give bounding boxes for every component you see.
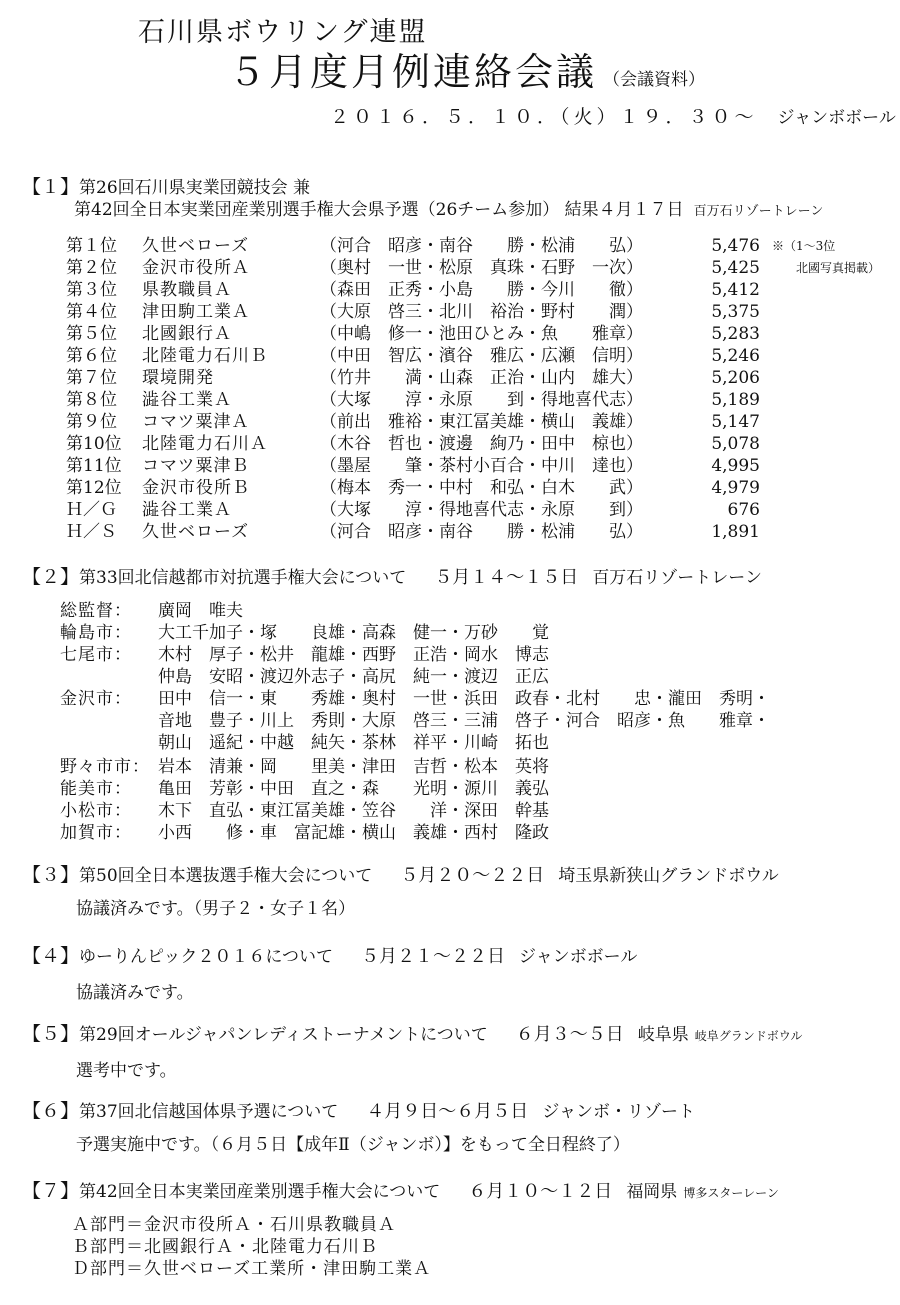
roster-city: 加賀市： <box>60 823 132 843</box>
result-team: 久世ベローズ <box>142 236 250 256</box>
result-score: 5,206 <box>711 368 760 388</box>
section-5-note: 選考中です。 <box>76 1061 177 1081</box>
section-6-number: 【６】 <box>22 1100 80 1122</box>
roster-city: 輪島市： <box>60 623 132 643</box>
result-members: （墨屋 肇・茶村小百合・中川 達也） <box>320 456 643 476</box>
section-3-note: 協議済みです。（男子２・女子１名） <box>76 899 356 919</box>
section-4-note: 協議済みです。 <box>76 983 194 1003</box>
section-7-heading <box>22 1180 779 1204</box>
result-score: 5,147 <box>711 412 760 432</box>
roster-city: 金沢市： <box>60 689 132 709</box>
result-rank: 第７位 <box>66 368 117 388</box>
roster-names: 廣岡 唯夫 <box>158 601 243 621</box>
section-5-date: ６月３～５日 <box>515 1024 624 1045</box>
section-1-date: ４月１７日 <box>598 200 684 220</box>
result-score: 5,189 <box>711 390 760 410</box>
result-members: （奥村 一世・松原 真珠・石野 一次） <box>320 258 643 278</box>
result-rank: Ｈ／Ｇ <box>66 500 117 520</box>
section-3-title: 第50回全日本選抜選手権大会について <box>79 866 373 886</box>
result-members: （大塚 淳・得地喜代志・永原 到） <box>320 500 643 520</box>
result-members: （中田 智広・濱谷 雅広・広瀬 信明） <box>320 346 643 366</box>
roster-names: 音地 豊子・川上 秀則・大原 啓三・三浦 啓子・河合 昭彦・魚 雅章・ <box>158 711 770 731</box>
section-2-date: ５月１４～１５日 <box>434 567 579 588</box>
result-score: 5,375 <box>711 302 760 322</box>
division-line: Ａ部門＝金沢市役所Ａ・石川県教職員Ａ <box>72 1215 396 1235</box>
section-1-line1: 第26回石川県実業団競技会 兼 <box>79 178 311 198</box>
roster-city: 七尾市： <box>60 645 132 665</box>
result-score: 5,476 <box>711 236 760 256</box>
result-rank: 第５位 <box>66 324 117 344</box>
section-5-venue: 岐阜県 <box>637 1025 689 1045</box>
result-team: 北國銀行Ａ <box>142 324 232 344</box>
section-7-title: 第42回全日本実業団産業別選手権大会について <box>79 1182 441 1202</box>
result-rank: Ｈ／Ｓ <box>66 522 117 542</box>
roster-names: 亀田 芳彰・中田 直之・森 光明・源川 義弘 <box>158 779 549 799</box>
result-rank: 第１位 <box>66 236 117 256</box>
title-sub: （会議資料） <box>603 70 706 90</box>
result-team: 津田駒工業Ａ <box>142 302 250 322</box>
meeting-date: ２０１６．５．１０．（火）１９．３０～ <box>330 106 758 128</box>
result-team: 北陸電力石川Ａ <box>142 434 268 454</box>
section-1-subheading <box>74 199 823 223</box>
result-members: （梅本 秀一・中村 和弘・白木 武） <box>320 478 643 498</box>
result-team: コマツ粟津Ａ <box>142 412 250 432</box>
section-3-heading <box>22 864 779 887</box>
result-score: 4,979 <box>711 478 760 498</box>
section-2-heading <box>22 566 762 589</box>
result-team: 久世ベローズ <box>142 522 250 542</box>
roster-names: 大工千加子・塚 良雄・高森 健一・万砂 覚 <box>158 623 549 643</box>
result-rank: 第11位 <box>66 456 122 476</box>
section-2-venue: 百万石リゾートレーン <box>592 568 762 588</box>
result-rank: 第３位 <box>66 280 117 300</box>
section-3-venue: 埼玉県新狭山グランドボウル <box>558 866 779 886</box>
section-1-heading <box>22 176 310 199</box>
result-members: （大塚 淳・永原 到・得地喜代志） <box>320 390 643 410</box>
result-score: 5,412 <box>711 280 760 300</box>
section-6-date: ４月９日～６月５日 <box>366 1101 529 1122</box>
roster-city: 能美市： <box>60 779 132 799</box>
section-3-date: ５月２０～２２日 <box>400 865 545 886</box>
result-team: 澁谷工業Ａ <box>142 500 232 520</box>
result-members: （竹井 満・山森 正治・山内 雄大） <box>320 368 643 388</box>
section-1-line2: 第42回全日本実業団産業別選手権大会県予選（26チーム参加） 結果 <box>74 200 599 220</box>
title-main: ５月度月例連絡会議 <box>228 50 598 94</box>
result-score: 5,246 <box>711 346 760 366</box>
result-rank: 第４位 <box>66 302 117 322</box>
roster-city: 総監督： <box>60 601 132 621</box>
result-score: 4,995 <box>711 456 760 476</box>
result-rank: 第12位 <box>66 478 122 498</box>
result-members: （前出 雅裕・東江冨美雄・横山 義雄） <box>320 412 643 432</box>
result-rank: 第２位 <box>66 258 117 278</box>
result-note: ※（1～3位 <box>772 239 836 253</box>
section-6-title: 第37回北信越国体県予選について <box>79 1102 339 1122</box>
result-rank: 第９位 <box>66 412 117 432</box>
result-rank: 第10位 <box>66 434 122 454</box>
section-4-heading <box>22 945 637 968</box>
result-rank: 第８位 <box>66 390 117 410</box>
section-4-date: ５月２１～２２日 <box>361 946 505 967</box>
section-2-title: 第33回北信越都市対抗選手権大会について <box>79 568 407 588</box>
meeting-venue: ジャンボボール <box>777 108 896 128</box>
result-team: 県教職員Ａ <box>142 280 232 300</box>
result-members: （森田 正秀・小島 勝・今川 徹） <box>320 280 643 300</box>
result-team: 北陸電力石川Ｂ <box>142 346 268 366</box>
section-6-note: 予選実施中です。（６月５日【成年Ⅱ（ジャンボ）】をもって全日程終了） <box>76 1135 630 1155</box>
result-team: 金沢市役所Ａ <box>142 258 250 278</box>
roster-city: 小松市： <box>60 801 132 821</box>
roster-names: 岩本 清兼・岡 里美・津田 吉哲・松本 英将 <box>158 757 549 777</box>
result-score: 1,891 <box>711 522 760 542</box>
section-7-venue-detail: 博多スターレーン <box>683 1186 779 1200</box>
section-4-venue: ジャンボボール <box>519 947 638 967</box>
roster-names: 木村 厚子・松井 龍雄・西野 正浩・岡水 博志 <box>158 645 549 665</box>
section-6-venue: ジャンボ・リゾート <box>542 1102 695 1122</box>
section-6-heading <box>22 1100 695 1123</box>
section-4-title: ゆーりんピック２０１６について <box>79 947 333 967</box>
result-rank: 第６位 <box>66 346 117 366</box>
roster-names: 田中 信一・東 秀雄・奥村 一世・浜田 政春・北村 忠・瀧田 秀明・ <box>158 689 770 709</box>
section-3-number: 【３】 <box>22 864 80 886</box>
section-7-venue: 福岡県 <box>626 1182 678 1202</box>
section-1-number: 【１】 <box>22 176 80 198</box>
section-5-number: 【５】 <box>22 1023 80 1045</box>
result-team: コマツ粟津Ｂ <box>142 456 250 476</box>
document-title <box>228 50 705 102</box>
result-score: 676 <box>727 500 760 520</box>
result-members: （河合 昭彦・南谷 勝・松浦 弘） <box>320 236 643 256</box>
result-team: 環境開発 <box>142 368 214 388</box>
result-score: 5,283 <box>711 324 760 344</box>
result-members: （大原 啓三・北川 裕治・野村 潤） <box>320 302 643 322</box>
result-team: 金沢市役所Ｂ <box>142 478 250 498</box>
section-2-number: 【２】 <box>22 566 80 588</box>
result-team: 澁谷工業Ａ <box>142 390 232 410</box>
section-7-number: 【７】 <box>22 1180 80 1202</box>
roster-names: 木下 直弘・東江冨美雄・笠谷 洋・深田 幹基 <box>158 801 549 821</box>
result-score: 5,425 <box>711 258 760 278</box>
division-line: Ｄ部門＝久世ベローズ工業所・津田駒工業Ａ <box>72 1259 432 1279</box>
roster-names: 仲島 安昭・渡辺外志子・高尻 純一・渡辺 正広 <box>158 667 549 687</box>
section-5-venue-detail: 岐阜グランドボウル <box>694 1029 803 1043</box>
section-5-heading <box>22 1023 802 1047</box>
meeting-dateline <box>330 105 896 130</box>
result-members: （河合 昭彦・南谷 勝・松浦 弘） <box>320 522 643 542</box>
section-5-title: 第29回オールジャパンレディストーナメントについて <box>79 1025 488 1045</box>
roster-city: 野々市市： <box>60 757 150 777</box>
result-members: （中嶋 修一・池田ひとみ・魚 雅章） <box>320 324 643 344</box>
org-name: 石川県ボウリング連盟 <box>138 17 428 48</box>
section-1-venue: 百万石リゾートレーン <box>693 204 824 219</box>
section-4-number: 【４】 <box>22 945 80 967</box>
result-score: 5,078 <box>711 434 760 454</box>
division-line: Ｂ部門＝北國銀行Ａ・北陸電力石川Ｂ <box>72 1237 378 1257</box>
section-7-date: ６月１０～１２日 <box>468 1181 613 1202</box>
roster-names: 朝山 遥紀・中越 純矢・茶林 祥平・川崎 拓也 <box>158 733 549 753</box>
result-note: 北國写真掲載） <box>796 261 881 275</box>
result-members: （木谷 哲也・渡邊 絢乃・田中 椋也） <box>320 434 643 454</box>
roster-names: 小西 修・車 富記雄・横山 義雄・西村 隆政 <box>158 823 549 843</box>
